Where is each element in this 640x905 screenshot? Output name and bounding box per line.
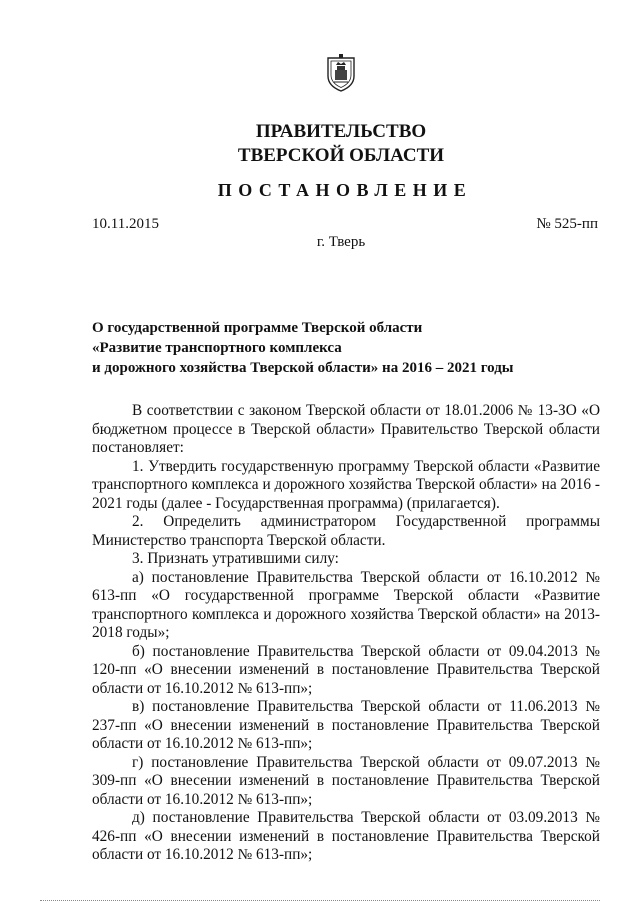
decree-title: ПОСТАНОВЛЕНИЕ [217,180,473,200]
paragraph-item-3: 3. Признать утратившими силу: [132,550,339,567]
paragraph-preamble: В соответствии с законом Тверской области от 18.01.2006 № 13-ЗО «О бюджетном процессе в Тверской области» Правительство Тверской области постановляет: [92,402,600,456]
decree-subject [92,318,612,378]
paragraph-item-3v: в) постановление Правительства Тверской области от 11.06.2013 № 237-пп «О внесении изменений в постановление Правительства Тверской области от 16.10.2012 № 613-пп»; [92,698,600,752]
government-title [0,120,640,168]
decree-date: 10.11.2015 [92,216,159,232]
subject-line2: «Развитие транспортного комплекса [92,340,342,356]
government-title-line1: ПРАВИТЕЛЬСТВО [255,121,427,142]
subject-line3: и дорожного хозяйства Тверской области» на 2016 – 2021 годы [92,360,514,376]
page-bottom-edge [40,900,600,902]
decree-body [92,402,600,865]
paragraph-item-1: 1. Утвердить государственную программу Тверской области «Развитие транспортного комплекса и дорожного хозяйства Тверской области» на 2016 - 2021 годы (далее - Государственная программа) (прилагается). [92,457,600,512]
paragraph-item-2: 2. Определить администратором Государственной программы Министерство транспорта Тверской области. [92,513,600,549]
paragraph-item-3g: г) постановление Правительства Тверской области от 09.07.2013 № 309-пп «О внесении изменений в постановление Правительства Тверской области от 16.10.2012 № 613-пп»; [92,753,600,808]
subject-line1: О государственной программе Тверской области [92,320,423,336]
decree-city: г. Тверь [316,234,366,250]
paragraph-item-3d: д) постановление Правительства Тверской области от 03.09.2013 № 426-пп «О внесении изменений в постановление Правительства Тверской области от 16.10.2012 № 613-пп»; [92,809,600,863]
paragraph-item-3a: а) постановление Правительства Тверской области от 16.10.2012 № 613-пп «О государственной программе Тверской области «Развитие транспортного комплекса и дорожного хозяйства Тверской области» на 2013-2018 годы»; [92,568,600,641]
government-title-line2: ТВЕРСКОЙ ОБЛАСТИ [237,145,445,166]
decree-number: № 525-пп [536,216,598,232]
paragraph-item-3b: б) постановление Правительства Тверской области от 09.04.2013 № 120-пп «О внесении изменений в постановление Правительства Тверской области от 16.10.2012 № 613-пп»; [92,642,600,697]
coat-of-arms-icon [326,52,356,92]
